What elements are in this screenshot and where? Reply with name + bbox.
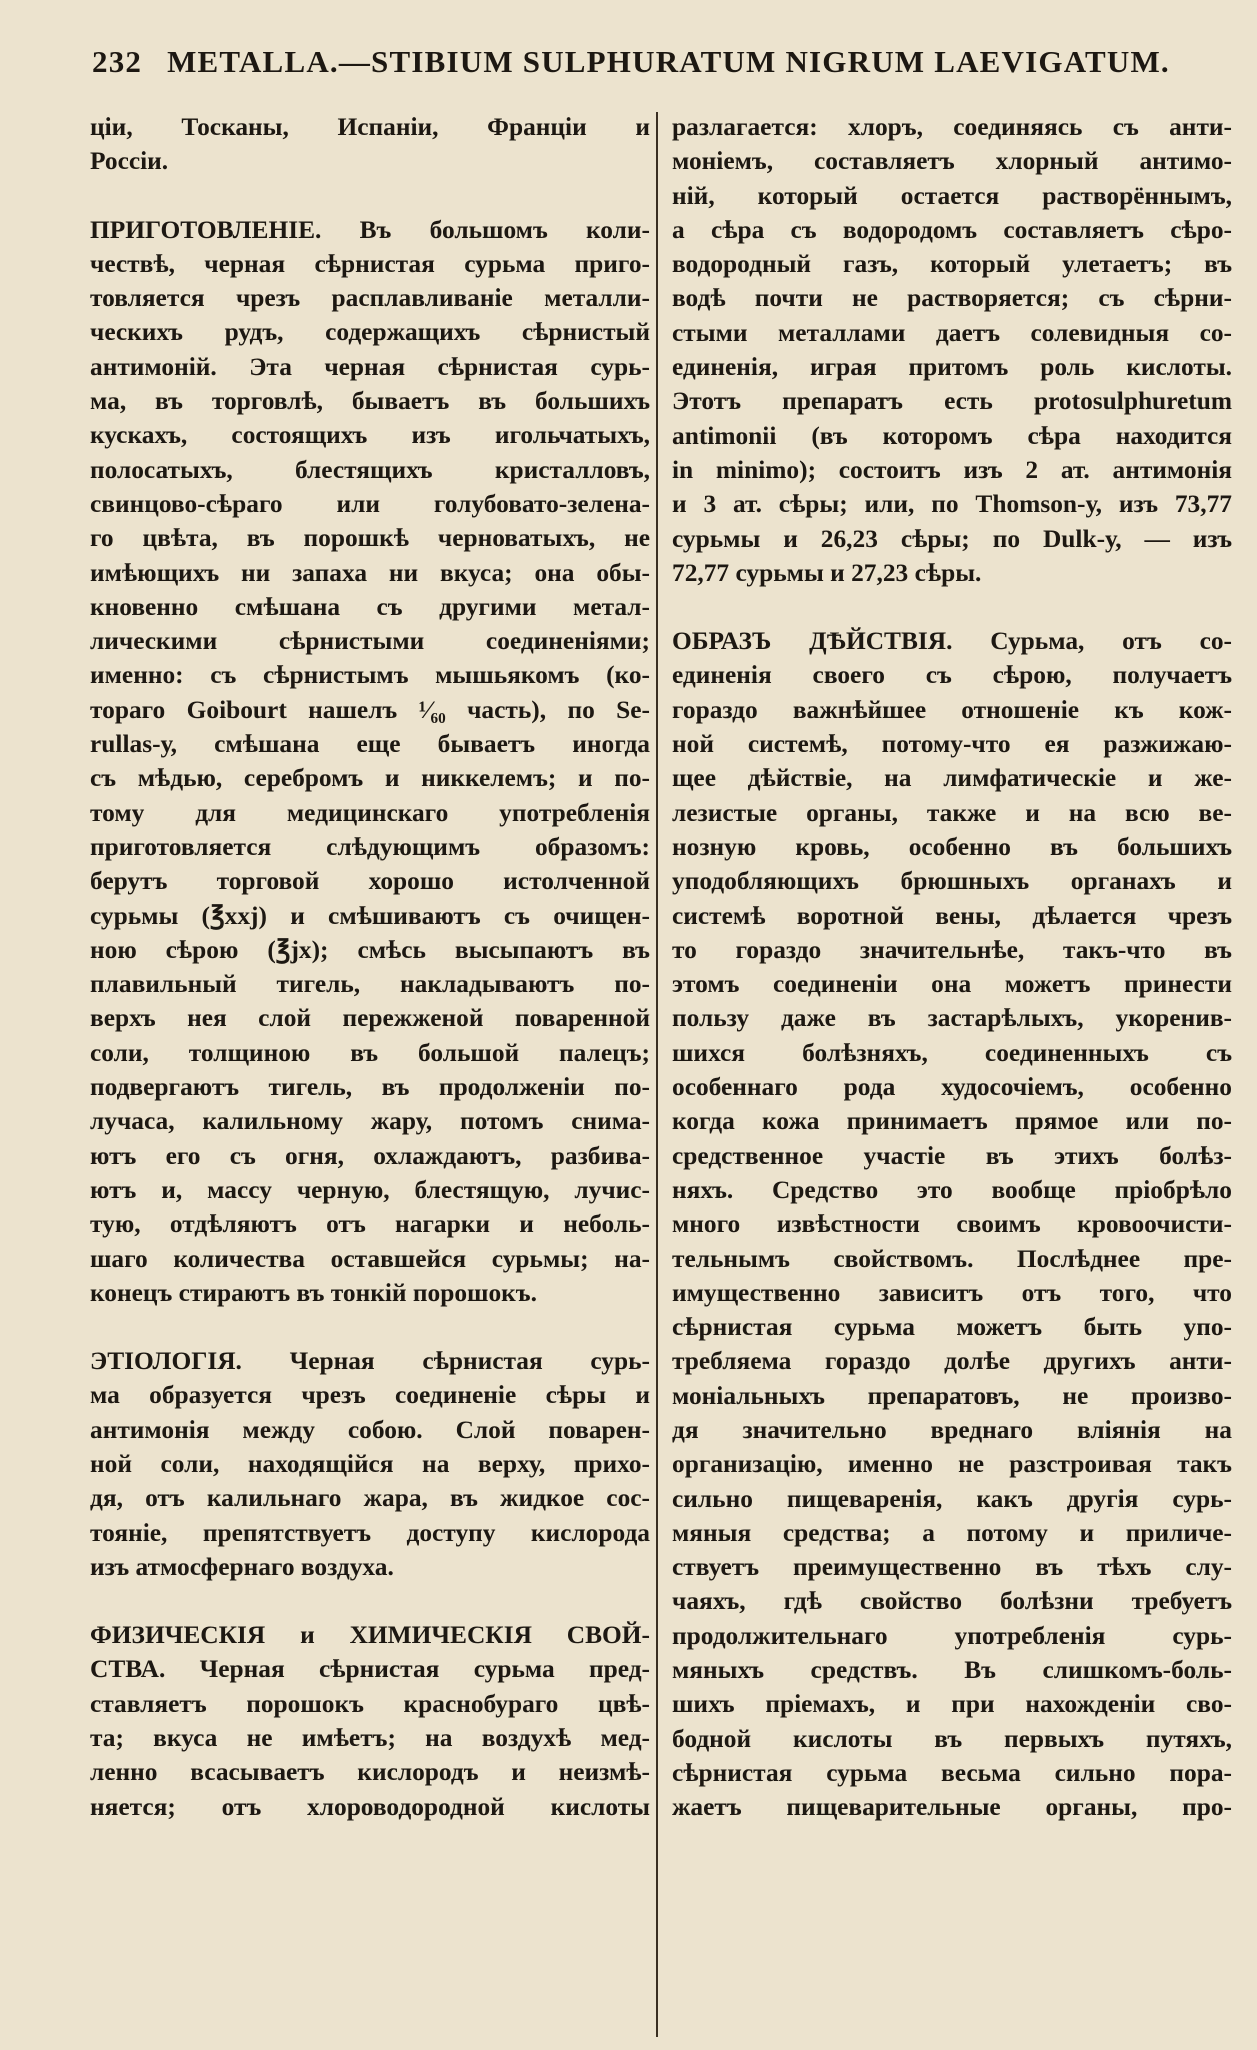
text-line: разлагается: хлоръ, соединяясь съ анти-	[672, 113, 1232, 141]
text-line: съ мѣдью, серебромъ и никкелемъ; и по-	[90, 764, 650, 793]
text-line: дя значительно вреднаго вліянія на	[672, 1415, 1232, 1444]
text-line: ствуетъ преимущественно въ тѣхъ слу-	[672, 1553, 1232, 1582]
paragraph-gap	[90, 1584, 650, 1618]
text-line: антимоній. Эта черная сѣрнистая сурь-	[90, 352, 650, 381]
text-line: имѣющихъ ни запаха ни вкуса; она обы-	[90, 558, 650, 587]
paragraph-gap	[672, 590, 1232, 624]
text-line: единенія своего съ сѣрою, получаетъ	[672, 661, 1232, 690]
text-line: сильно пищеваренія, какъ другія сурь-	[672, 1484, 1232, 1513]
text-line: средственное участіе въ этихъ болѣз-	[672, 1141, 1232, 1170]
text-line: Россіи.	[90, 147, 169, 176]
text-line: конецъ стираютъ въ тонкій порошокъ.	[90, 1278, 537, 1307]
text-line: ЭТІОЛОГІЯ. Черная сѣрнистая сурь-	[90, 1347, 650, 1376]
text-line: лезистые органы, также и на всю ве-	[672, 798, 1232, 827]
text-line: соли, толщиною въ большой палецъ;	[90, 1038, 650, 1067]
text-line: тую, отдѣляютъ отъ нагарки и неболь-	[90, 1210, 650, 1239]
text-line: ній, который остается растворённымъ,	[672, 181, 1232, 210]
text-line: жаетъ пищеварительные органы, про-	[672, 1793, 1232, 1822]
text-line: кускахъ, состоящихъ изъ игольчатыхъ,	[90, 421, 650, 450]
running-header	[92, 44, 1172, 80]
text-line: стыми металлами даетъ солевидныя со-	[672, 318, 1232, 347]
text-line: го цвѣта, въ порошкѣ черноватыхъ, не	[90, 524, 650, 553]
text-line: моніальныхъ препаратовъ, не произво-	[672, 1381, 1232, 1410]
text-line: няется; отъ хлороводородной кислоты	[90, 1792, 650, 1821]
text-line: бодной кислоты въ первыхъ путяхъ,	[672, 1724, 1232, 1753]
text-line: берутъ торговой хорошо истолченной	[90, 867, 650, 896]
text-line: изъ атмосфернаго воздуха.	[90, 1552, 394, 1581]
text-line: много извѣстности своимъ кровоочисти-	[672, 1210, 1232, 1239]
paragraph-gap	[90, 1310, 650, 1344]
text-line: единенія, играя притомъ роль кислоты.	[672, 353, 1232, 382]
text-line: ческихъ рудъ, содержащихъ сѣрнистый	[90, 318, 650, 347]
text-line: подвергаютъ тигель, въ продолженіи по-	[90, 1073, 650, 1102]
text-line: гораздо важнѣйшее отношеніе къ кож-	[672, 695, 1232, 724]
text-line: та; вкуса не имѣетъ; на воздухѣ мед-	[90, 1724, 650, 1753]
text-line: товляется чрезъ расплавливаніе металли-	[90, 284, 650, 313]
text-line: моніемъ, составляетъ хлорный антимо-	[672, 147, 1232, 176]
paragraph-gap	[90, 179, 650, 213]
text-line: верхъ нея слой пережженой поваренной	[90, 1004, 650, 1033]
text-line: ной системѣ, потому-что ея разжижаю-	[672, 730, 1232, 759]
text-line: in minimo); состоитъ изъ 2 ат. антимонія	[672, 455, 1232, 484]
text-line: особеннаго рода худосочіемъ, особенно	[672, 1073, 1232, 1102]
page-number: 232	[92, 44, 143, 79]
text-line: то гораздо значительнѣе, такъ-что въ	[672, 935, 1232, 964]
text-line: полосатыхъ, блестящихъ кристалловъ,	[90, 455, 650, 484]
text-line: требляема гораздо долѣе другихъ анти-	[672, 1347, 1232, 1376]
text-line: ФИЗИЧЕСКІЯ и ХИМИЧЕСКІЯ СВОЙ-	[90, 1621, 650, 1650]
text-line: чаяхъ, гдѣ свойство болѣзни требуетъ	[672, 1587, 1232, 1616]
text-line: чествѣ, черная сѣрнистая сурьма приго-	[90, 249, 650, 278]
text-line: ОБРАЗЪ ДѢЙСТВІЯ. Сурьма, отъ со-	[672, 627, 1232, 656]
text-line: мяныя средства; а потому и приличе-	[672, 1518, 1232, 1547]
left-column	[90, 110, 650, 1824]
text-line: antimonii (въ которомъ сѣра находится	[672, 421, 1232, 450]
text-line: плавильный тигель, накладываютъ по-	[90, 970, 650, 999]
text-line: когда кожа принимаетъ прямое или по-	[672, 1107, 1232, 1136]
text-line: тояніе, препятствуетъ доступу кислорода	[90, 1518, 650, 1547]
text-line: шаго количества оставшейся сурьмы; на-	[90, 1244, 650, 1273]
text-line: ютъ его съ огня, охлаждаютъ, разбива-	[90, 1141, 650, 1170]
column-divider	[656, 112, 658, 2037]
text-line: этомъ соединеніи она можетъ принести	[672, 970, 1232, 999]
text-line: rullas-у, смѣшана еще бываетъ иногда	[90, 730, 650, 759]
text-line: шихъ пріемахъ, и при нахожденіи сво-	[672, 1690, 1232, 1719]
text-line: тому для медицинскаго употребленія	[90, 798, 650, 827]
text-line: приготовляется слѣдующимъ образомъ:	[90, 832, 650, 861]
text-line: антимонія между собою. Слой поварен-	[90, 1415, 650, 1444]
text-line: имущественно зависитъ отъ того, что	[672, 1278, 1232, 1307]
text-line: свинцово-сѣраго или голубовато-зелена-	[90, 489, 650, 518]
text-line: ставляетъ порошокъ краснобураго цвѣ-	[90, 1689, 650, 1718]
text-line: ціи, Тосканы, Испаніи, Франціи и	[90, 113, 650, 141]
text-line: тораго Goibourt нашелъ ¹⁄₆₀ часть), по Se-	[90, 695, 650, 724]
text-line: ПРИГОТОВЛЕНІЕ. Въ большомъ коли-	[90, 215, 650, 244]
text-line: системѣ воротной вены, дѣлается чрезъ	[672, 901, 1232, 930]
text-line: сурьмы (℥xxj) и смѣшиваютъ съ очищен-	[90, 901, 650, 930]
text-line: пользу даже въ застарѣлыхъ, укоренив-	[672, 1004, 1232, 1033]
text-line: кновенно смѣшана съ другими метал-	[90, 592, 650, 621]
text-line: мяныхъ средствъ. Въ слишкомъ-боль-	[672, 1656, 1232, 1685]
text-line: продолжительнаго употребленія сурь-	[672, 1621, 1232, 1650]
text-line: сѣрнистая сурьма можетъ быть упо-	[672, 1313, 1232, 1342]
text-line: организацію, именно не разстроивая такъ	[672, 1450, 1232, 1479]
text-line: СТВА. Черная сѣрнистая сурьма пред-	[90, 1655, 650, 1684]
text-line: водѣ почти не растворяется; съ сѣрни-	[672, 284, 1232, 313]
text-line: 72,77 сурьмы и 27,23 сѣры.	[672, 558, 982, 587]
text-line: Этотъ препаратъ есть protosulphuretum	[672, 387, 1232, 416]
text-line: именно: съ сѣрнистымъ мышьякомъ (ко-	[90, 661, 650, 690]
text-line: сурьмы и 26,23 сѣры; по Dulk-у, — изъ	[672, 524, 1232, 553]
text-line: щее дѣйствіе, на лимфатическіе и же-	[672, 764, 1232, 793]
running-title: METALLA.—STIBIUM SULPHURATUM NIGRUM LAEVIGATUM.	[167, 44, 1170, 79]
text-line: уподобляющихъ брюшныхъ органахъ и	[672, 867, 1232, 896]
text-line: лучаса, калильному жару, потомъ снима-	[90, 1107, 650, 1136]
right-column	[672, 110, 1232, 1825]
text-line: а сѣра съ водородомъ составляетъ сѣро-	[672, 215, 1232, 244]
text-line: сѣрнистая сурьма весьма сильно пора-	[672, 1758, 1232, 1787]
text-line: няхъ. Средство это вообще пріобрѣло	[672, 1175, 1232, 1204]
text-line: нозную кровь, особенно въ большихъ	[672, 832, 1232, 861]
text-line: водородный газъ, который улетаетъ; въ	[672, 250, 1232, 279]
text-line: ленно всасываетъ кислородъ и неизмѣ-	[90, 1758, 650, 1787]
text-line: шихся болѣзняхъ, соединенныхъ съ	[672, 1038, 1232, 1067]
text-line: ма образуется чрезъ соединеніе сѣры и	[90, 1381, 650, 1410]
text-line: лическими сѣрнистыми соединеніями;	[90, 627, 650, 656]
text-line: ною сѣрою (℥jx); смѣсь высыпаютъ въ	[90, 935, 650, 964]
text-line: ютъ и, массу черную, блестящую, лучис-	[90, 1175, 650, 1204]
text-line: тельнымъ свойствомъ. Послѣднее пре-	[672, 1244, 1232, 1273]
text-line: и 3 ат. сѣры; или, по Thomson-у, изъ 73,77	[672, 490, 1232, 519]
text-line: ма, въ торговлѣ, бываетъ въ большихъ	[90, 387, 650, 416]
text-line: ной соли, находящійся на верху, прихо-	[90, 1449, 650, 1478]
text-line: дя, отъ калильнаго жара, въ жидкое сос-	[90, 1484, 650, 1513]
